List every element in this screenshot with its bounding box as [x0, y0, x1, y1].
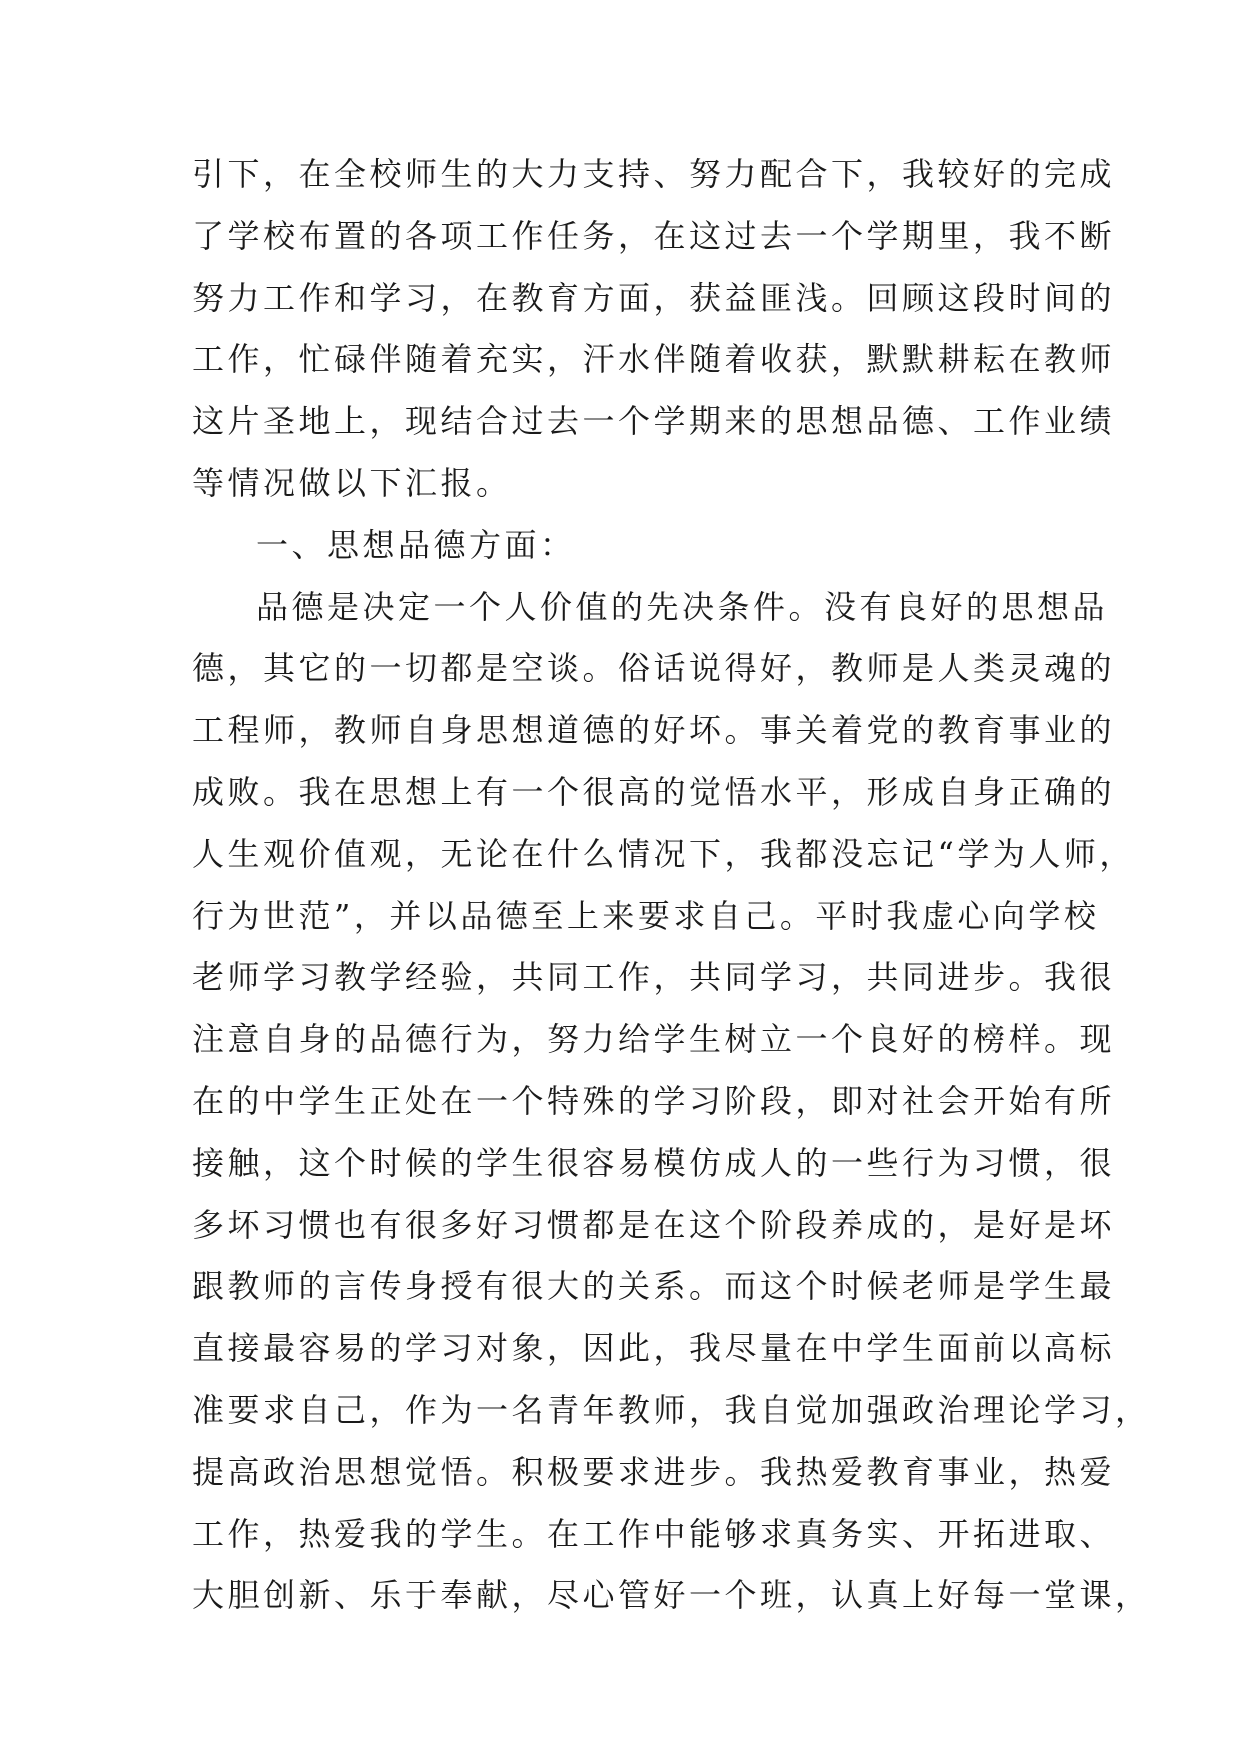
text-line: 德，其它的一切都是空谈。俗话说得好，教师是人类灵魂的	[192, 649, 1116, 688]
text-line: 品德是决定一个人价值的先决条件。没有良好的思想品	[256, 587, 1109, 626]
text-line: 工作，忙碌伴随着充实，汗水伴随着收获，默默耕耘在教师	[192, 340, 1116, 379]
text-line: 老师学习教学经验，共同工作，共同学习，共同进步。我很	[192, 958, 1116, 997]
text-line: 提高政治思想觉悟。积极要求进步。我热爱教育事业，热爱	[192, 1452, 1116, 1491]
text-line: 多坏习惯也有很多好习惯都是在这个阶段养成的，是好是坏	[192, 1205, 1116, 1244]
text-line: 人生观价值观，无论在什么情况下，我都没忘记“学为人师，	[192, 834, 1135, 873]
text-line: 直接最容易的学习对象，因此，我尽量在中学生面前以高标	[192, 1329, 1116, 1368]
text-line: 等情况做以下汇报。	[192, 463, 512, 502]
text-line: 了学校布置的各项工作任务，在这过去一个学期里，我不断	[192, 216, 1116, 255]
text-line: 工作，热爱我的学生。在工作中能够求真务实、开拓进取、	[192, 1514, 1116, 1553]
text-line: 成败。我在思想上有一个很高的觉悟水平，形成自身正确的	[192, 772, 1116, 811]
text-line: 行为世范”，并以品德至上来要求自己。平时我虚心向学校	[192, 896, 1100, 935]
body-text	[192, 144, 1151, 1627]
text-line: 努力工作和学习，在教育方面，获益匪浅。回顾这段时间的	[192, 278, 1116, 317]
section-heading: 一、思想品德方面：	[256, 525, 576, 564]
text-line: 大胆创新、乐于奉献，尽心管好一个班，认真上好每一堂课，	[192, 1576, 1151, 1615]
text-line: 跟教师的言传身授有很大的关系。而这个时候老师是学生最	[192, 1267, 1116, 1306]
text-line: 引下，在全校师生的大力支持、努力配合下，我较好的完成	[192, 155, 1116, 193]
text-line: 注意自身的品德行为，努力给学生树立一个良好的榜样。现	[192, 1020, 1116, 1059]
text-line: 在的中学生正处在一个特殊的学习阶段，即对社会开始有所	[192, 1081, 1116, 1120]
text-line: 准要求自己，作为一名青年教师，我自觉加强政治理论学习，	[192, 1390, 1151, 1429]
text-line: 工程师，教师自身思想道德的好坏。事关着党的教育事业的	[192, 711, 1116, 750]
text-line: 接触，这个时候的学生很容易模仿成人的一些行为习惯，很	[192, 1143, 1116, 1182]
text-line: 这片圣地上，现结合过去一个学期来的思想品德、工作业绩	[192, 402, 1116, 441]
